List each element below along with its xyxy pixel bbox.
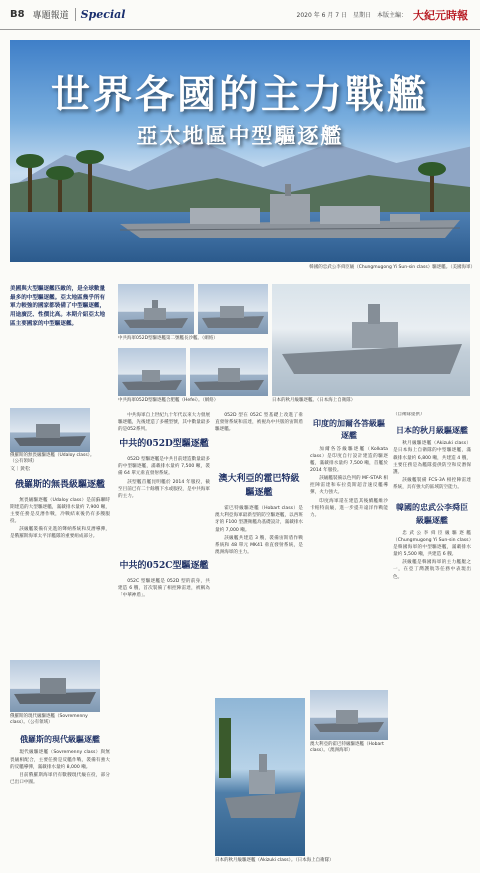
page-number: B8 bbox=[10, 9, 25, 20]
heading-chungmugong: 韓國的忠武公李舜臣級驅逐艦 bbox=[396, 502, 468, 525]
photo-udaloy bbox=[10, 408, 90, 452]
newspaper-logo: 大紀元時報 bbox=[413, 8, 468, 22]
caption-top-photo3: 中共海軍052D型驅逐艦合肥艦（Hefei）。（網絡） bbox=[118, 398, 219, 403]
hero-caption: 韓國的忠武公李舜臣級（Chungmugong Yi Sun-sin class）驅逐艦。（美國海軍） bbox=[309, 265, 475, 270]
hero-photo bbox=[10, 40, 470, 262]
caption-bottom-ship2: 澳大利亞的霍巴特級驅逐艦（Hobart class）。（澳洲海軍） bbox=[310, 742, 384, 753]
page-header bbox=[0, 0, 480, 30]
right-column-1: 印度的加爾各答級驅逐艦 加爾各答級驅逐艦（Kolkata class）是印度自行設計建造的驅逐艦，滿載排水量約 7,500 噸，首艦於 2014 年服役。 該級艦裝備以色列的 MF-STAR 相控陣雷達和布拉莫斯超音速反艦導彈，火力強大。 印度海軍還在建造其後續艦維沙卡帕特南級，進一步提升遠洋作戰能力。 bbox=[310, 418, 388, 518]
photo-sovremenny bbox=[10, 660, 100, 712]
special-label: Special bbox=[75, 8, 126, 21]
heading-hobart: 澳大利亞的霍巴特級驅逐艦 bbox=[218, 474, 300, 499]
photo-launch bbox=[198, 284, 268, 334]
heading-akizuki: 日本的秋月級驅逐艦 bbox=[396, 424, 468, 435]
heading-052d: 中共的052D型驅逐艦 bbox=[119, 439, 209, 450]
photo-changsha bbox=[118, 284, 194, 334]
middle-column: 中共海軍自上世紀九十年代以來大力發展驅逐艦，先後建造了多種型號，其中數量最多的是052系列。 中共的052D型驅逐艦 052D 型驅逐艦是中共目前建造數量最多的中型驅逐艦，滿載排水量約 7,500 噸，裝備 64 單元垂直發射系統。 該型艦首艦昆明艦於 2014 年服役，截至目前已有二十餘艘下水或服役，是中共海軍的主力。 中共的052C型驅逐艦 052C 型驅逐艦是 052D 型的前身，共建造 6 艘，首次裝備了相控陣雷達，被稱為「中華神盾」。 bbox=[118, 413, 210, 599]
photo-052d-a bbox=[118, 348, 186, 396]
caption-top-photo4: 日本的秋月級驅逐艦。（日本海上自衛隊） bbox=[272, 398, 356, 403]
photo-hobart bbox=[310, 690, 388, 740]
destroyer-icon bbox=[120, 184, 460, 240]
hero-title: 世界各國的主力戰艦 bbox=[50, 72, 429, 118]
right-column-2: （自衛隊提供） 日本的秋月級驅逐艦 秋月級驅逐艦（Akizuki class）是日本海上自衛隊的中型驅逐艦，滿載排水量約 6,800 噸，共建造 4 艘，主要任務是為艦隊提供防空和反潛保護。 該級艦裝備 FCS-3A 相控陣雷達系統，具有強大的區域防空能力。 韓國的忠武公李舜臣級驅逐艦 忠武公李舜臣級驅逐艦（Chungmugong Yi Sun-sin class）是韓國海軍的中型驅逐艦，滿載排水量約 5,500 噸，共建造 6 艘。 該級艦是韓國海軍的主力艦艇之一，在亞丁灣護航等任務中表現出色。 bbox=[393, 412, 471, 580]
byline: 文｜黃松 bbox=[10, 466, 31, 472]
hero-subtitle: 亞太地區中型驅逐艦 bbox=[136, 123, 344, 148]
caption-left-ship2: 俄羅斯的現代級驅逐艦（Sovremenny class）。（公有領域） bbox=[10, 714, 88, 725]
photo-hefei bbox=[190, 348, 268, 396]
left-column: 文｜黃松 俄羅斯的無畏級驅逐艦 無畏級驅逐艦（Udaloy class）是前蘇聯時期建造的大型驅逐艦，滿載排水量約 7,900 噸，主要任務是反潛作戰，冷戰結束後仍有多艘服役。 該級艦裝備有先進的聲納系統和反潛導彈，是俄羅斯海軍太平洋艦隊的重要組成部分。 bbox=[10, 466, 110, 540]
issue-meta: 2020 年 6 月 7 日 星期日 本版主編： bbox=[296, 12, 407, 19]
photo-akizuki-top bbox=[272, 284, 470, 396]
caption-bottom-ship1: 日本的秋月級驅逐艦（Akizuki class）。（日本海上自衛隊） bbox=[215, 858, 334, 863]
heading-kolkata: 印度的加爾各答級驅逐艦 bbox=[313, 418, 385, 441]
caption-left-ship1: 俄羅斯的無畏級驅逐艦（Udaloy class）。（公有領域） bbox=[10, 453, 95, 464]
caption-top-photo1: 中共海軍052D型驅逐艦第二號艦長沙艦。（網絡） bbox=[118, 336, 218, 341]
heading-052c: 中共的052C型驅逐艦 bbox=[119, 560, 209, 571]
heading-sovremenny: 俄羅斯的現代級驅逐艦 bbox=[20, 734, 100, 744]
middle-column-2: 052D 型在 052C 型基礎上改進了垂直發射系統和雷達，被視為中共版的宙斯盾驅逐艦。 澳大利亞的霍巴特級驅逐艦 霍巴特級驅逐艦（Hobart class）是澳大利亞海軍最新型的防空驅逐艦，以西班牙的 F100 型護衛艦為基礎設計，滿載排水量約 7,000 噸。 該級艦共建造 3 艘，裝備宙斯盾作戰系統和 48 單元 MK41 垂直發射系統，是澳洲海軍的主力。 bbox=[215, 413, 303, 555]
photo-akizuki-bottom bbox=[215, 698, 305, 856]
lead-paragraph: 美國與大型驅逐艦匹敵的，是全球數量最多的中型驅逐艦。亞太地區幾乎所有軍力較強的國家都裝備了中型驅逐艦，用途廣泛、性價比高。本期介紹亞太地區主要國家的中型驅逐艦。 bbox=[10, 286, 106, 327]
left-column-2: 俄羅斯的現代級驅逐艦 現代級驅逐艦（Sovremenny class）與無畏級相配合，主要任務是反艦作戰，裝備有強大的反艦導彈，滿載排水量約 8,000 噸。 目前俄羅斯海軍仍有數艘現代級在役，部分已出口中國。 bbox=[10, 734, 110, 785]
section-label: 專題報道 bbox=[32, 11, 69, 21]
heading-udaloy: 俄羅斯的無畏級驅逐艦 bbox=[14, 479, 105, 490]
